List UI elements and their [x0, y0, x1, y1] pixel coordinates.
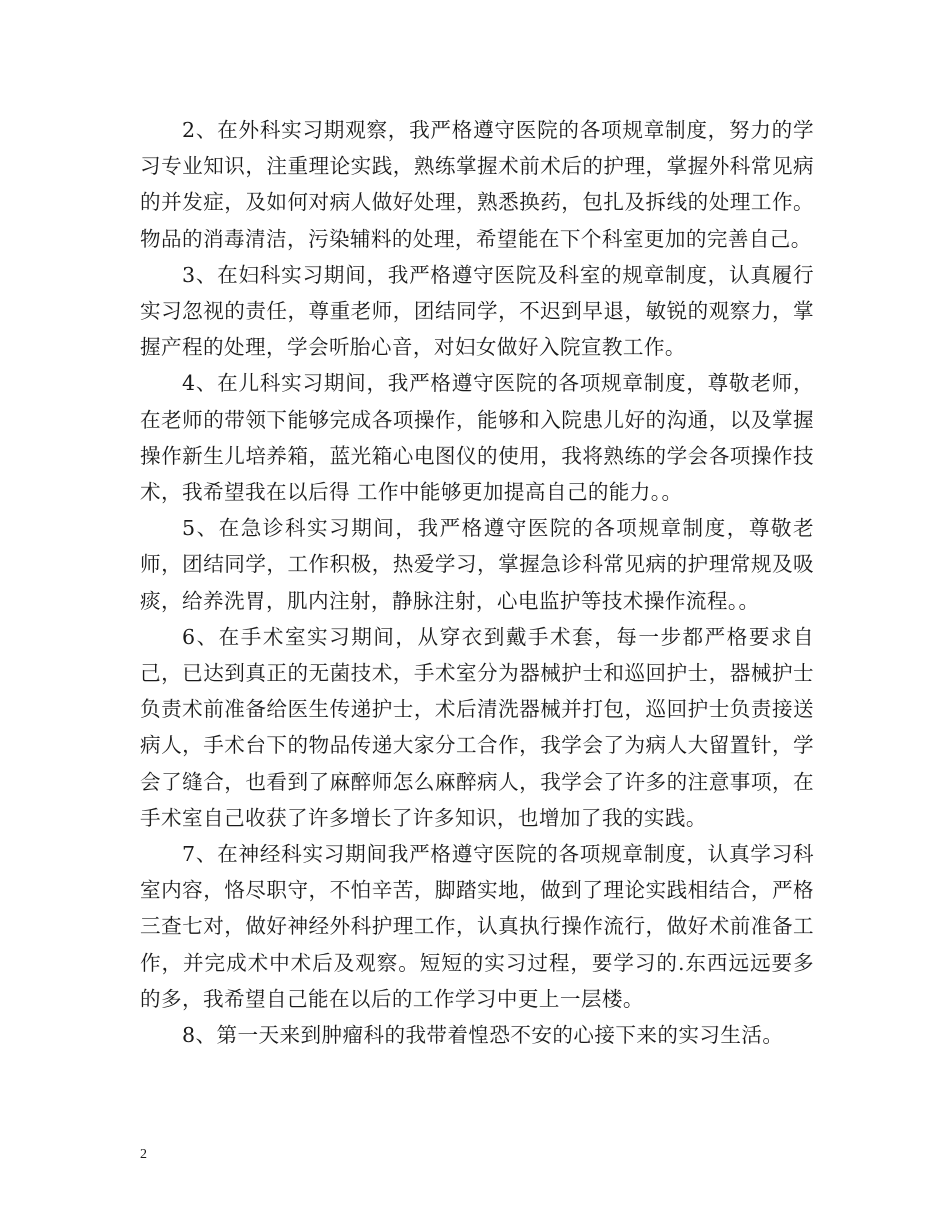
paragraph-gynecology: 3、在妇科实习期间，我严格遵守医院及科室的规章制度，认真履行实习忽视的责任，尊重老师，团结同学，不迟到早退，敏锐的观察力，掌握产程的处理，学会听胎心音，对妇女做好入院宣教工作。 — [140, 262, 814, 360]
paragraph-surgery: 2、在外科实习期观察，我严格遵守医院的各项规章制度，努力的学习专业知识，注重理论实践，熟练掌握术前术后的护理，掌握外科常见病的并发症，及如何对病人做好处理，熟悉换药，包扎及拆线的处理工作。物品的消毒清洁，污染辅料的处理，希望能在下个科室更加的完善自己。 — [140, 118, 814, 251]
document-body — [140, 112, 814, 1053]
paragraph-neurology: 7、在神经科实习期间我严格遵守医院的各项规章制度，认真学习科室内容，恪尽职守，不怕辛苦，脚踏实地，做到了理论实践相结合，严格三查七对，做好神经外科护理工作，认真执行操作流行，做好术前准备工作，并完成术中术后及观察。短短的实习过程，要学习的.东西远远要多的多，我希望自己能在以后的工作学习中更上一层楼。 — [140, 842, 814, 1011]
paragraph-oncology: 8、第一天来到肿瘤科的我带着惶恐不安的心接下来的实习生活。 — [182, 1023, 784, 1048]
paragraph-operating-room: 6、在手术室实习期间，从穿衣到戴手术套，每一步都严格要求自己，已达到真正的无菌技术，手术室分为器械护士和巡回护士，器械护士负责术前准备给医生传递护士，术后清洗器械并打包，巡回护士负责接送病人，手术台下的物品传递大家分工合作，我学会了为病人大留置针，学会了缝合，也看到了麻醉师怎么麻醉病人，我学会了许多的注意事项，在手术室自己收获了许多增长了许多知识，也增加了我的实践。 — [140, 624, 814, 830]
paragraph-pediatrics: 4、在儿科实习期间，我严格遵守医院的各项规章制度，尊敬老师，在老师的带领下能够完成各项操作，能够和入院患儿好的沟通，以及掌握操作新生儿培养箱，蓝光箱心电图仪的使用，我将熟练的学会各项操作技术，我希望我在以后得 工作中能够更加提高自己的能力。。 — [140, 371, 814, 505]
page-number: 2 — [140, 1147, 147, 1162]
paragraph-emergency: 5、在急诊科实习期间，我严格遵守医院的各项规章制度，尊敬老师，团结同学，工作积极，热爱学习，掌握急诊科常见病的护理常规及吸痰，给养洗胃，肌内注射，静脉注射，心电监护等技术操作流程。。 — [140, 516, 814, 613]
